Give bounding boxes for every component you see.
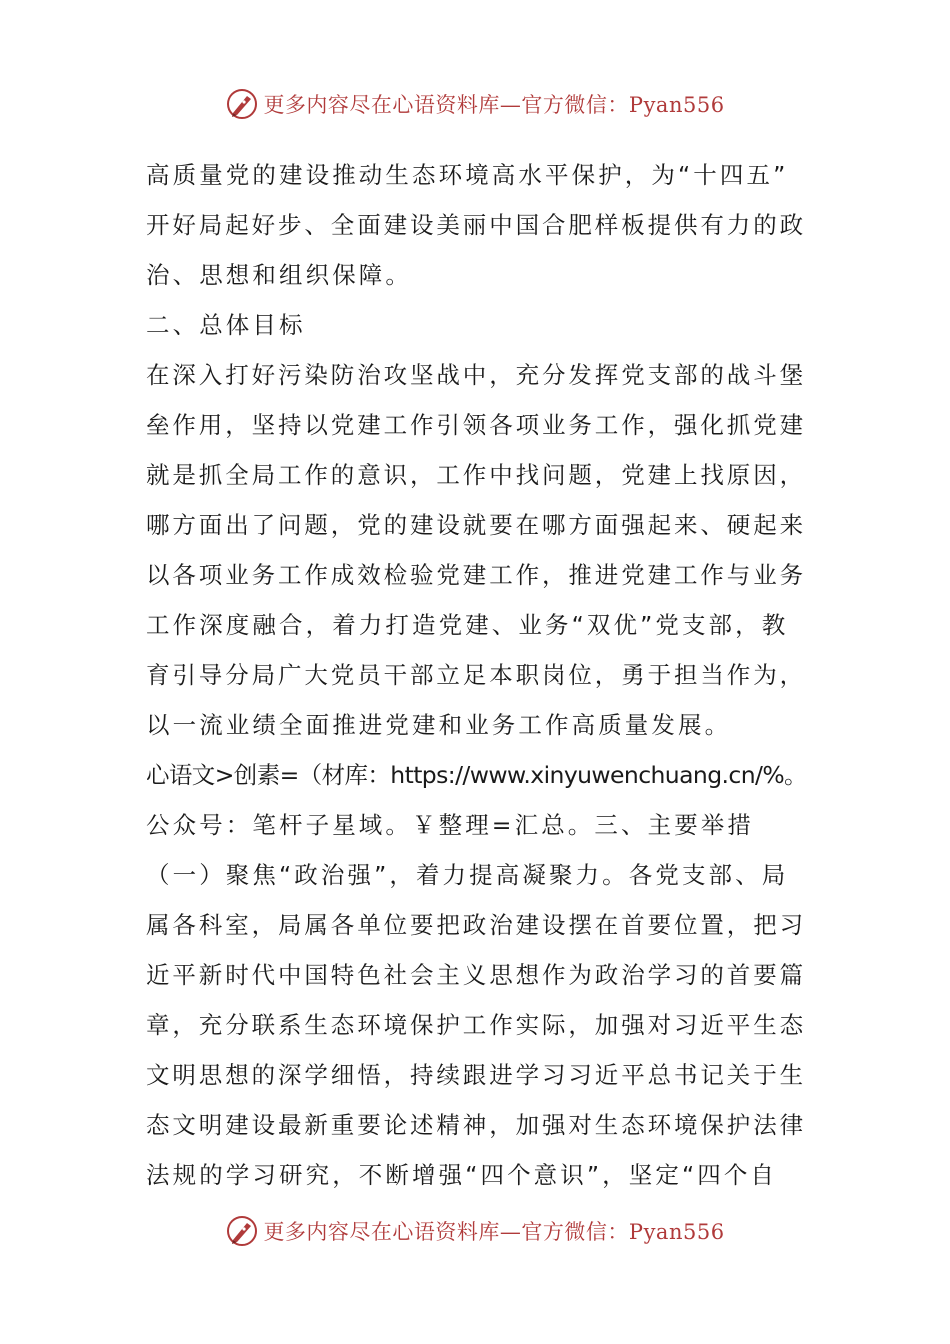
banner-text: 更多内容尽在心语资料库—官方微信：Pyan556 [263,1220,725,1244]
text-line: 文明思想的深学细悟，持续跟进学习习近平总书记关于生 [146,1061,806,1089]
text-line: 以各项业务工作成效检验党建工作，推进党建工作与业务 [146,561,806,589]
banner-text: 更多内容尽在心语资料库—官方微信：Pyan556 [263,93,725,117]
text-line: 治、思想和组织保障。 [146,261,412,289]
text-line: 高质量党的建设推动生态环境高水平保护，为“十四五” [146,161,789,189]
text-line: 近平新时代中国特色社会主义思想作为政治学习的首要篇 [146,961,806,989]
source-note-line: 心语文>创素=（材库：https://www.xinyuwenchuang.cn/%。 [146,761,807,789]
text-line: （一）聚焦“政治强”，着力提高凝聚力。各党支部、局 [146,861,789,889]
text-line: 属各科室，局属各单位要把政治建设摆在首要位置，把习 [146,911,806,939]
text-line: 章，充分联系生态环境保护工作实际，加强对习近平生态 [146,1011,806,1039]
pen-nib-logo-icon [225,87,259,121]
text-line: 态文明建设最新重要论述精神，加强对生态环境保护法律 [146,1111,806,1139]
text-line: 育引导分局广大党员干部立足本职岗位，勇于担当作为， [146,661,806,689]
document-body [146,150,808,1200]
text-line: 法规的学习研究，不断增强“四个意识”，坚定“四个自 [146,1161,778,1189]
text-line: 哪方面出了问题，党的建设就要在哪方面强起来、硬起来 [146,511,806,539]
footer-banner [0,1211,950,1251]
text-line: 就是抓全局工作的意识，工作中找问题，党建上找原因， [146,461,806,489]
section-heading: 二、总体目标 [146,311,306,339]
header-banner [0,84,950,124]
text-line: 公众号：笔杆子星域。￥整理=汇总。三、主要举措 [146,811,754,839]
text-line: 开好局起好步、全面建设美丽中国合肥样板提供有力的政 [146,211,806,239]
text-line: 工作深度融合，着力打造党建、业务“双优”党支部，教 [146,611,789,639]
text-line: 在深入打好污染防治攻坚战中，充分发挥党支部的战斗堡 [146,361,806,389]
pen-nib-logo-icon [225,1214,259,1248]
text-line: 垒作用，坚持以党建工作引领各项业务工作，强化抓党建 [146,411,806,439]
text-line: 以一流业绩全面推进党建和业务工作高质量发展。 [146,711,732,739]
